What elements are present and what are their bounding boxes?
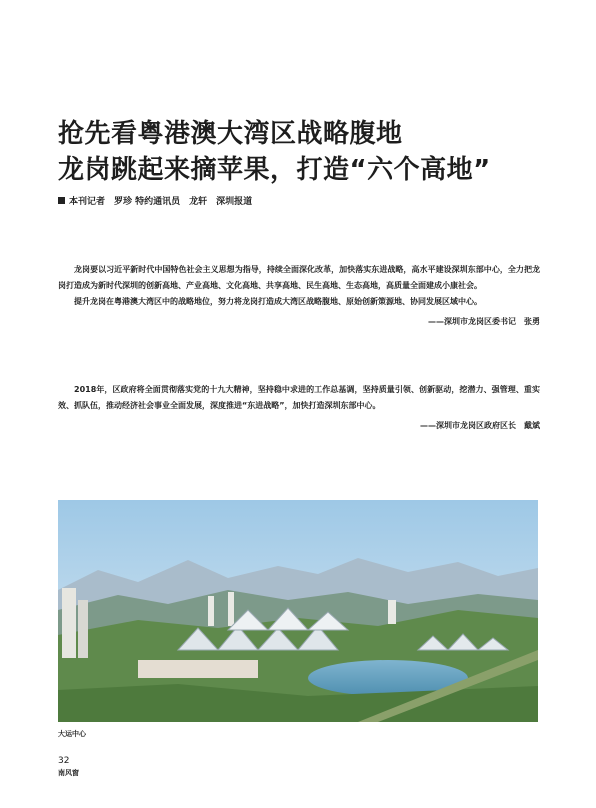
square-bullet-icon [58, 197, 65, 204]
photo-caption: 大运中心 [58, 730, 86, 738]
lead-quote-district-head [58, 382, 540, 434]
magazine-logo: 南风窗 [58, 768, 79, 777]
quote-signature: ——深圳市龙岗区政府区长 戴斌 [420, 421, 540, 430]
universiade-center-photo [58, 500, 538, 722]
article-title [58, 116, 558, 188]
quote-paragraph: 2018年，区政府将全面贯彻落实党的十九大精神，坚持稳中求进的工作总基调，坚持质量引领、创新驱动，挖潜力、强管理、重实效、抓队伍，推动经济社会事业全面发展，深度推进“东进战略”，加快打造深圳东部中心。 [58, 385, 540, 410]
title-line-1: 抢先看粤港澳大湾区战略腹地 [58, 119, 403, 149]
quote-paragraph: 龙岗要以习近平新时代中国特色社会主义思想为指导，持续全面深化改革，加快落实东进战略，高水平建设深圳东部中心，全力把龙岗打造成为新时代深圳的创新高地、产业高地、文化高地、共享高地、民生高地、生态高地，高质量全面建成小康社会。 [58, 265, 540, 290]
landscape-illustration [58, 500, 538, 722]
page-number: 32 [58, 756, 70, 766]
byline [58, 194, 252, 207]
lead-quote-party-secretary [58, 262, 540, 330]
quote-paragraph: 提升龙岗在粤港澳大湾区中的战略地位，努力将龙岗打造成大湾区战略腹地、原始创新策源地、协同发展区域中心。 [74, 297, 482, 306]
title-line-2: 龙岗跳起来摘苹果，打造“六个高地” [58, 155, 491, 185]
byline-text: 本刊记者 罗珍 特约通讯员 龙轩 深圳报道 [69, 197, 253, 207]
quote-signature: ——深圳市龙岗区委书记 张勇 [428, 317, 540, 326]
